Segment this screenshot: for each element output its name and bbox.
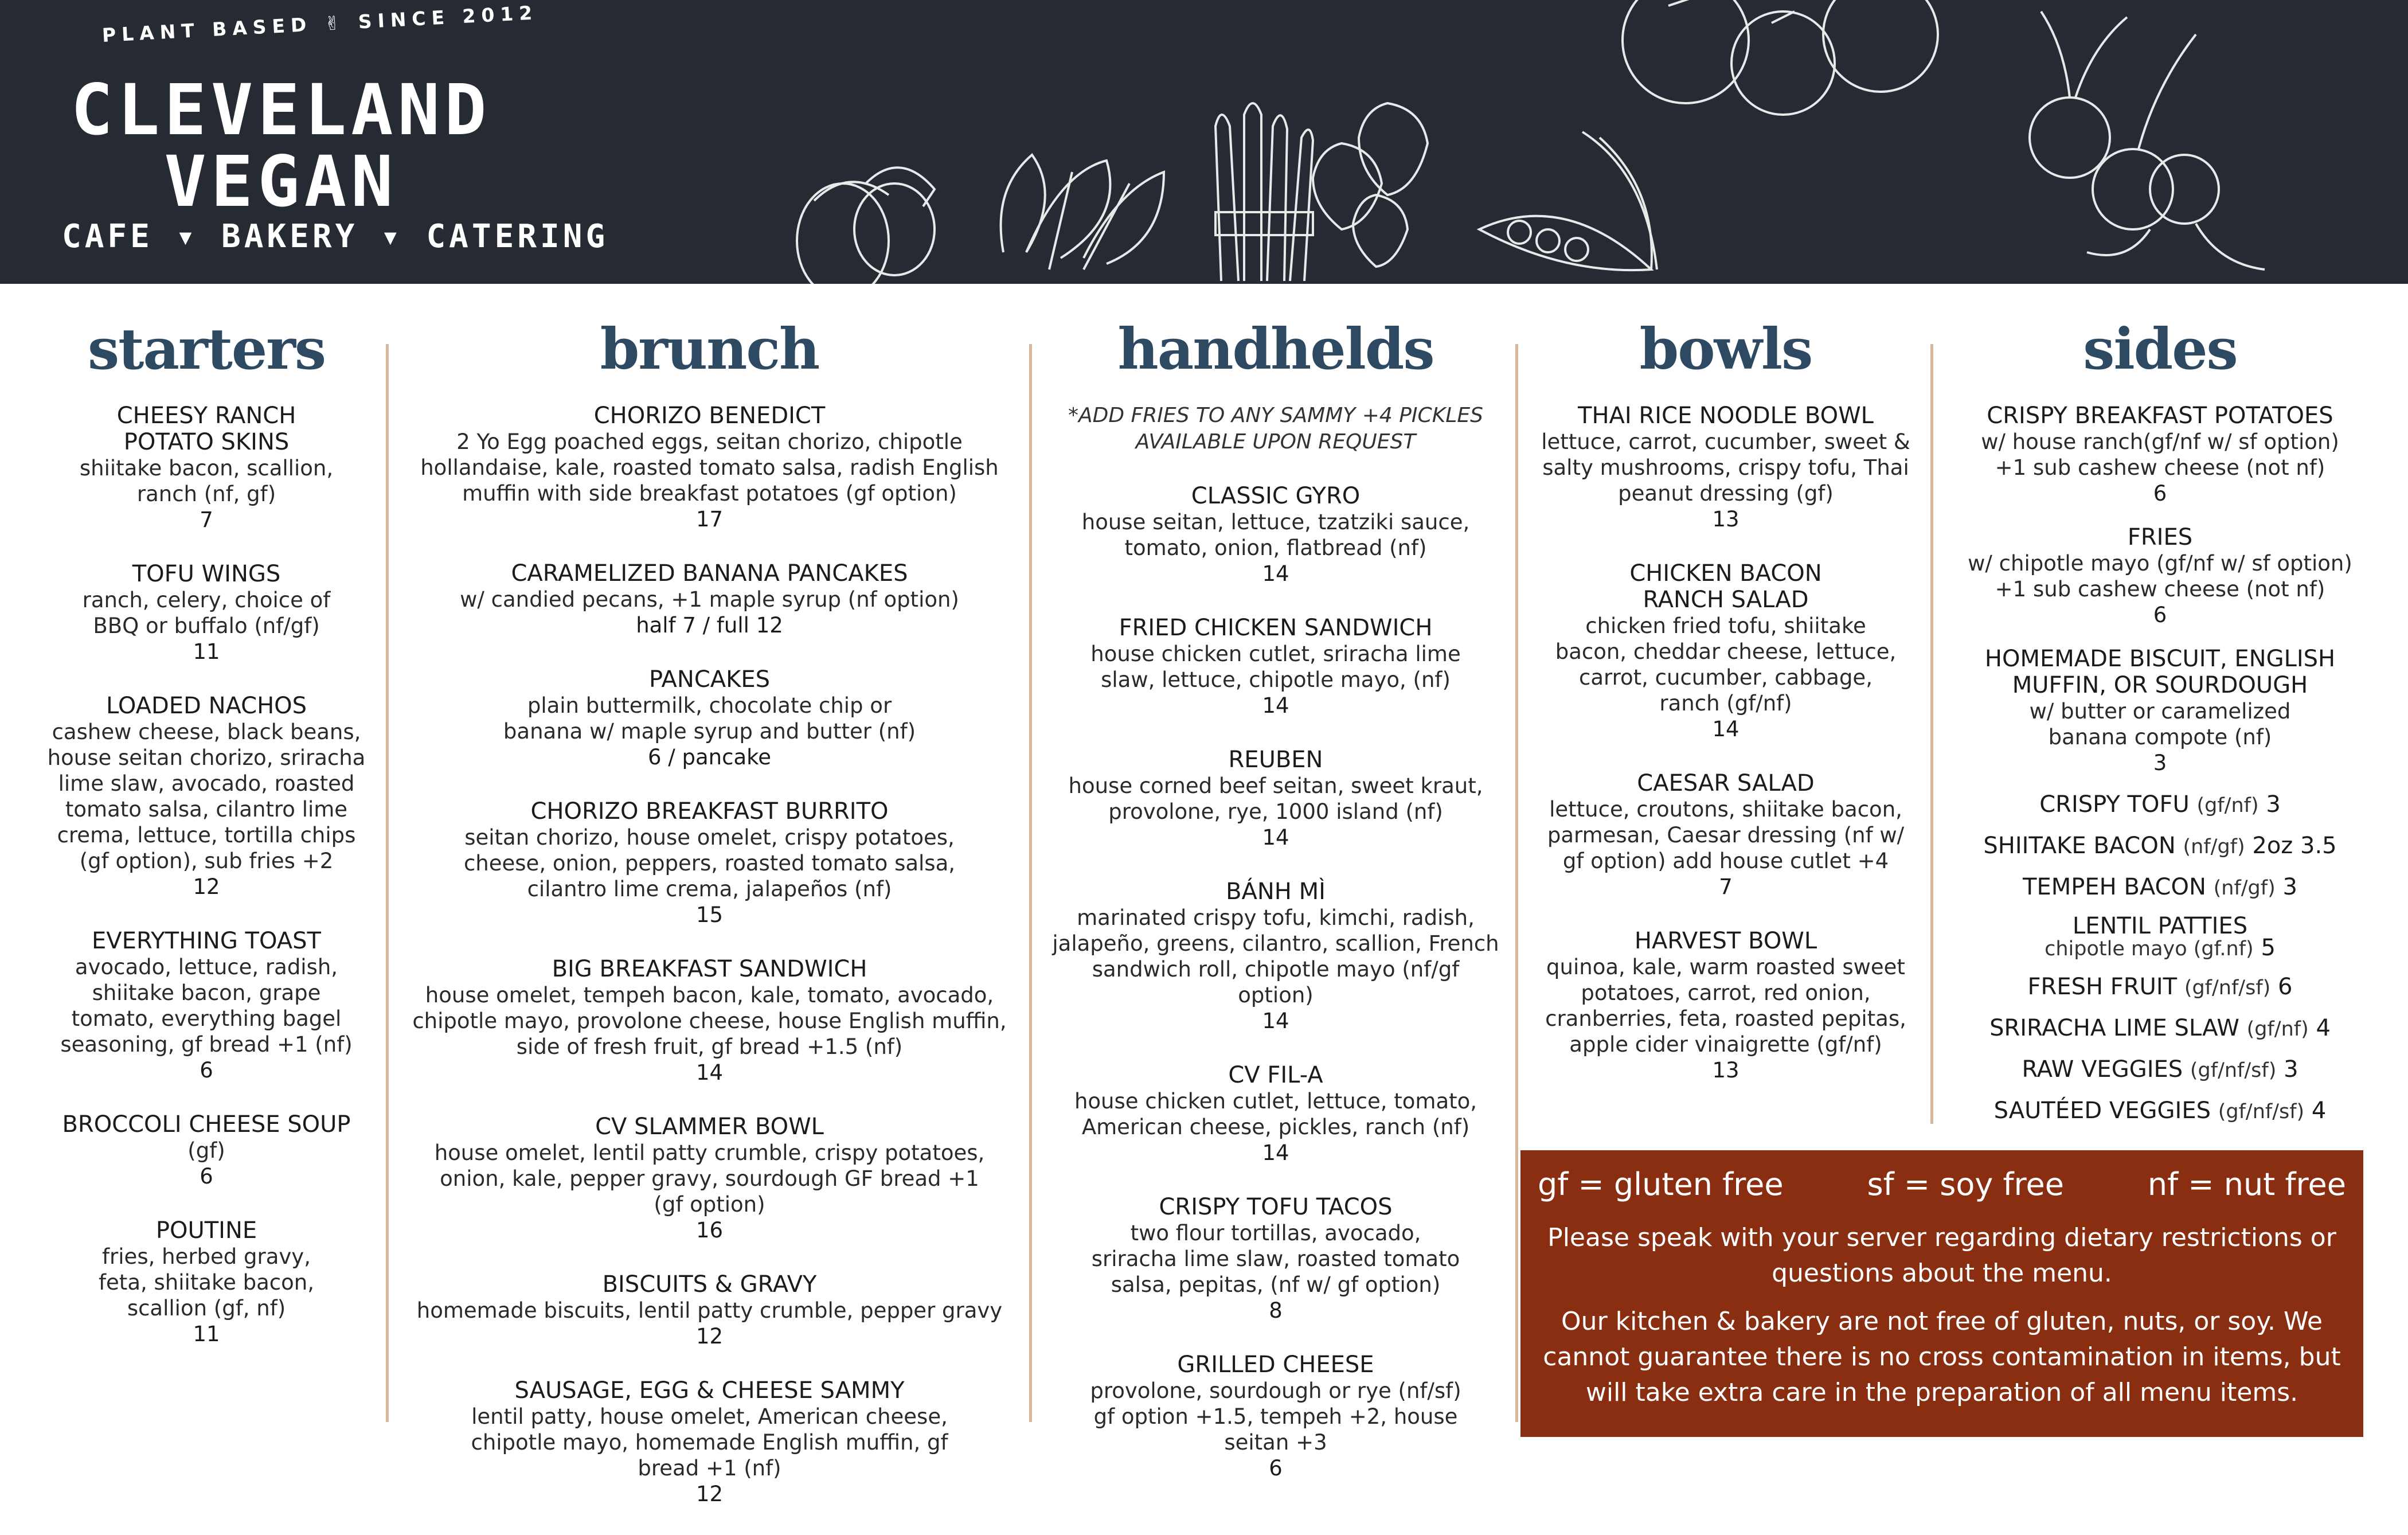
item-price: 12	[695, 1324, 724, 1349]
menu-item	[398, 1377, 1021, 1507]
item-name: BROCCOLI CHEESE SOUP	[62, 1111, 351, 1138]
menu-header	[0, 0, 2408, 284]
side-row	[1941, 915, 2379, 960]
legend-server-note: Please speak with your server regarding dietary restrictions or questions about the menu.	[1547, 1223, 2336, 1288]
side-price: 5	[2261, 935, 2276, 961]
item-name: CHEESY RANCH POTATO SKINS	[116, 403, 296, 455]
strawberries-icon	[1313, 103, 1428, 267]
item-price: 15	[695, 903, 724, 927]
item-price: 11	[193, 1322, 220, 1346]
item-name: CV SLAMMER BOWL	[595, 1114, 824, 1140]
side-name: CRISPY TOFU	[2039, 791, 2190, 818]
item-name: PANCAKES	[648, 666, 771, 693]
fries-note: *ADD FRIES TO ANY SAMMY +4 PICKLES AVAILABLE UPON REQUEST	[1068, 404, 1483, 454]
item-name: HOMEMADE BISCUIT, ENGLISH MUFFIN, OR SOURDOUGH	[1984, 646, 2336, 698]
side-price: 6	[2278, 974, 2293, 1000]
side-tag: (nf/gf)	[2213, 877, 2276, 900]
side-tag: (gf/nf)	[2246, 1018, 2309, 1041]
item-price: 13	[1712, 507, 1739, 532]
item-name: POUTINE	[155, 1217, 257, 1244]
item-desc: house corned beef seitan, sweet kraut, provolone, rye, 1000 island (nf)	[1068, 774, 1483, 824]
menu-item	[398, 666, 1021, 771]
side-price: 3	[2266, 791, 2281, 818]
beet-icon	[2030, 11, 2265, 269]
item-name: EVERYTHING TOAST	[92, 928, 321, 954]
tagline: PLANT BASED ✌ SINCE 2012	[101, 1, 539, 46]
item-name: REUBEN	[1228, 747, 1323, 773]
item-name: THAI RICE NOODLE BOWL	[1578, 403, 1874, 429]
side-tag: (gf/nf/sf)	[2184, 977, 2271, 999]
logo	[29, 69, 533, 222]
section-title: brunch	[600, 317, 819, 382]
tomato-icon	[1623, 0, 1938, 115]
item-desc: plain buttermilk, chocolate chip or banana w/ maple syrup and butter (nf)	[503, 693, 916, 744]
menu-item	[398, 956, 1021, 1086]
item-name: BIG BREAKFAST SANDWICH	[552, 956, 867, 982]
item-name: CARAMELIZED BANANA PANCAKES	[511, 560, 908, 587]
side-tag: (gf/nf/sf)	[2190, 1059, 2277, 1082]
legend-sf: sf = soy free	[1867, 1166, 2065, 1202]
column-divider	[1029, 344, 1032, 1422]
hazelnut-icon	[797, 167, 935, 284]
side-name: SRIRACHA LIME SLAW	[1989, 1015, 2239, 1041]
item-desc: house seitan, lettuce, tzatziki sauce, tomato, onion, flatbread (nf)	[1081, 510, 1470, 560]
item-price: 6	[1269, 1456, 1283, 1481]
item-desc: 2 Yo Egg poached eggs, seitan chorizo, chipotle hollandaise, kale, roasted tomato salsa, radish English muffin with side breakfast potatoes (gf option)	[420, 429, 999, 506]
legend-nf: nf = nut free	[2147, 1166, 2346, 1202]
menu-item	[1041, 878, 1511, 1034]
menu-item	[1525, 403, 1926, 533]
item-price: 16	[695, 1218, 724, 1243]
item-price: 13	[1712, 1058, 1739, 1083]
side-name: LENTIL PATTIES	[2072, 913, 2248, 939]
item-name: CRISPY BREAKFAST POTATOES	[1987, 403, 2333, 429]
section-title: sides	[2083, 317, 2237, 382]
item-name: FRIED CHICKEN SANDWICH	[1119, 615, 1433, 641]
item-desc: provolone, sourdough or rye (nf/sf) gf option +1.5, tempeh +2, house seitan +3	[1090, 1378, 1461, 1455]
menu-item	[1941, 524, 2379, 628]
legend-keys	[1520, 1150, 2363, 1208]
item-price: 6	[2153, 481, 2167, 506]
item-price: 6 / pancake	[647, 745, 772, 770]
item-price: 6	[2153, 603, 2167, 627]
side-name: TEMPEH BACON	[2023, 874, 2206, 900]
side-price: 3	[2284, 1056, 2298, 1083]
logo-line2: VEGAN	[164, 141, 398, 222]
side-price: 3	[2282, 874, 2297, 900]
side-row	[1941, 1015, 2379, 1042]
menu-item	[1041, 615, 1511, 719]
subtagline: CAFE ▾ BAKERY ▾ CATERING	[62, 218, 609, 255]
menu-item	[40, 1111, 373, 1190]
menu-item	[1041, 1062, 1511, 1166]
item-name: TOFU WINGS	[132, 561, 281, 587]
item-price: half 7 / full 12	[636, 613, 783, 638]
item-price: 17	[695, 507, 724, 532]
side-row	[1941, 1097, 2379, 1125]
item-desc: (gf)	[187, 1138, 225, 1163]
item-desc: fries, herbed gravy, feta, shiitake bacon, scallion (gf, nf)	[99, 1244, 314, 1321]
menu-item	[40, 561, 373, 665]
item-desc: w/ candied pecans, +1 maple syrup (nf option)	[460, 587, 959, 612]
handhelds-column	[1041, 317, 1511, 1509]
menu-item	[1941, 403, 2379, 507]
item-price: 7	[200, 507, 213, 532]
item-desc: house chicken cutlet, sriracha lime slaw, lettuce, chipotle mayo, (nf)	[1090, 642, 1461, 692]
side-name: RAW VEGGIES	[2022, 1056, 2183, 1083]
item-price: 7	[1719, 874, 1733, 899]
column-divider	[1930, 344, 1933, 1124]
side-price: 4	[2316, 1015, 2331, 1041]
side-row	[1941, 874, 2379, 901]
item-name: CV FIL-A	[1228, 1062, 1323, 1088]
item-desc: seitan chorizo, house omelet, crispy potatoes, cheese, onion, peppers, roasted tomato salsa, cilantro lime crema, jalapeños (nf)	[463, 825, 956, 901]
item-name: CAESAR SALAD	[1637, 770, 1815, 796]
item-desc: lettuce, croutons, shiitake bacon, parmesan, Caesar dressing (nf w/ gf option) add house cutlet +4	[1547, 797, 1905, 873]
item-name: BÁNH MÌ	[1226, 878, 1326, 905]
produce-illustration	[763, 0, 2408, 284]
section-title: handhelds	[1117, 317, 1434, 382]
item-desc: house omelet, tempeh bacon, kale, tomato, avocado, chipotle mayo, provolone cheese, house English muffin, side of fresh fruit, gf bread +1.5 (nf)	[412, 983, 1007, 1059]
item-name: CHICKEN BACON RANCH SALAD	[1629, 560, 1822, 613]
item-price: 14	[695, 1060, 724, 1085]
menu-item	[1041, 1194, 1511, 1324]
item-desc: avocado, lettuce, radish, shiitake bacon, grape tomato, everything bagel seasoning, gf bread +1 (nf)	[60, 955, 353, 1057]
side-row	[1941, 791, 2379, 819]
item-price: 6	[200, 1058, 213, 1083]
side-price: 4	[2311, 1097, 2327, 1124]
item-desc: homemade biscuits, lentil patty crumble, pepper gravy	[416, 1298, 1003, 1323]
item-name: HARVEST BOWL	[1634, 928, 1817, 954]
peapod-icon	[1479, 132, 1657, 270]
item-desc: house chicken cutlet, lettuce, tomato, American cheese, pickles, ranch (nf)	[1074, 1089, 1477, 1139]
menu-item	[40, 1217, 373, 1347]
bowls-column	[1525, 317, 1926, 1111]
item-name: CHORIZO BENEDICT	[593, 403, 826, 429]
item-price: 14	[1262, 1009, 1289, 1033]
asparagus-icon	[1215, 103, 1313, 281]
item-price: 14	[1262, 693, 1289, 718]
item-desc: shiitake bacon, scallion, ranch (nf, gf)	[79, 456, 334, 506]
menu-item	[398, 1114, 1021, 1244]
item-price: 14	[1262, 825, 1289, 850]
greens-icon	[1001, 155, 1164, 269]
item-price: 12	[193, 874, 220, 899]
item-name: SAUSAGE, EGG & CHEESE SAMMY	[514, 1377, 905, 1404]
item-price: 11	[193, 639, 220, 664]
item-desc: lentil patty, house omelet, American cheese, chipotle mayo, homemade English muffin, gf bread +1 (nf)	[471, 1404, 948, 1481]
menu-item	[1525, 770, 1926, 900]
legend-gf: gf = gluten free	[1538, 1166, 1784, 1202]
section-title: starters	[88, 317, 325, 382]
side-tag: chipotle mayo (gf.nf)	[2045, 938, 2254, 960]
item-desc: two flour tortillas, avocado, sriracha lime slaw, roasted tomato salsa, pepitas, (nf w/ gf option)	[1091, 1221, 1460, 1297]
column-divider	[386, 344, 389, 1422]
side-tag: (gf/nf/sf)	[2218, 1100, 2305, 1123]
menu-item	[1525, 928, 1926, 1084]
menu-item	[1041, 483, 1511, 587]
item-desc: w/ butter or caramelized banana compote (nf)	[2029, 699, 2291, 749]
side-name: FRESH FRUIT	[2027, 974, 2178, 1000]
starters-column	[40, 317, 373, 1375]
item-name: CHORIZO BREAKFAST BURRITO	[530, 798, 889, 825]
menu-item	[398, 798, 1021, 928]
item-price: 14	[1262, 561, 1289, 586]
menu-item	[1525, 560, 1926, 743]
item-desc: w/ house ranch(gf/nf w/ sf option) +1 sub cashew cheese (not nf)	[1981, 429, 2339, 480]
item-desc: ranch, celery, choice of BBQ or buffalo (nf/gf)	[82, 588, 331, 638]
side-row	[1941, 833, 2379, 860]
menu-item	[398, 1271, 1021, 1350]
item-desc: w/ chipotle mayo (gf/nf w/ sf option) +1 sub cashew cheese (not nf)	[1968, 551, 2352, 601]
item-price: 14	[1712, 717, 1739, 741]
side-tag: (nf/gf)	[2183, 835, 2245, 858]
item-price: 8	[1269, 1298, 1283, 1323]
item-price: 6	[200, 1164, 213, 1189]
item-desc: marinated crispy tofu, kimchi, radish, jalapeño, greens, cilantro, scallion, French sandwich roll, chipotle mayo (nf/gf option)	[1052, 905, 1499, 1007]
side-name: SHIITAKE BACON	[1983, 833, 2176, 859]
item-price: 14	[1262, 1140, 1289, 1165]
side-tag: (gf/nf)	[2196, 794, 2259, 817]
menu-item	[40, 403, 373, 533]
item-name: BISCUITS & GRAVY	[602, 1271, 817, 1298]
section-title: bowls	[1639, 317, 1812, 382]
menu-item	[1941, 646, 2379, 776]
item-price: 12	[695, 1482, 724, 1506]
item-price: 3	[2153, 751, 2167, 775]
sides-column	[1941, 317, 2379, 1139]
menu-item	[398, 403, 1021, 533]
item-name: LOADED NACHOS	[105, 693, 307, 719]
item-desc: quinoa, kale, warm roasted sweet potatoes, carrot, red onion, cranberries, feta, roasted pepitas, apple cider vinaigrette (gf/nf)	[1545, 955, 1906, 1057]
brunch-column	[398, 317, 1021, 1535]
item-name: FRIES	[2127, 524, 2193, 550]
item-desc: chicken fried tofu, shiitake bacon, cheddar cheese, lettuce, carrot, cucumber, cabbage, ranch (gf/nf)	[1555, 614, 1897, 716]
side-row	[1941, 1056, 2379, 1084]
column-divider	[1515, 344, 1518, 1422]
item-desc: cashew cheese, black beans, house seitan chorizo, sriracha lime slaw, avocado, roasted tomato salsa, cilantro lime crema, lettuce, tortilla chips (gf option), sub fries +2	[47, 720, 366, 873]
menu-item	[40, 928, 373, 1084]
side-row	[1941, 974, 2379, 1001]
logo-line1: CLEVELAND	[71, 69, 491, 151]
menu-item	[398, 560, 1021, 639]
side-name: SAUTÉED VEGGIES	[1993, 1097, 2211, 1124]
item-name: CRISPY TOFU TACOS	[1159, 1194, 1393, 1220]
legend-allergen-note: Our kitchen & bakery are not free of gluten, nuts, or soy. We cannot guarantee there is no cross contamination in items, but will take extra care in the preparation of all menu items.	[1543, 1307, 2341, 1407]
menu-item	[40, 693, 373, 900]
menu-item	[1041, 747, 1511, 851]
item-desc: lettuce, carrot, cucumber, sweet & salty mushrooms, crispy tofu, Thai peanut dressing (gf)	[1541, 429, 1910, 506]
item-name: GRILLED CHEESE	[1177, 1352, 1374, 1378]
item-desc: house omelet, lentil patty crumble, crispy potatoes, onion, kale, pepper gravy, sourdough GF bread +1 (gf option)	[434, 1140, 985, 1217]
item-name: CLASSIC GYRO	[1191, 483, 1361, 509]
dietary-legend	[1520, 1150, 2363, 1437]
side-price: 2oz 3.5	[2252, 833, 2337, 859]
